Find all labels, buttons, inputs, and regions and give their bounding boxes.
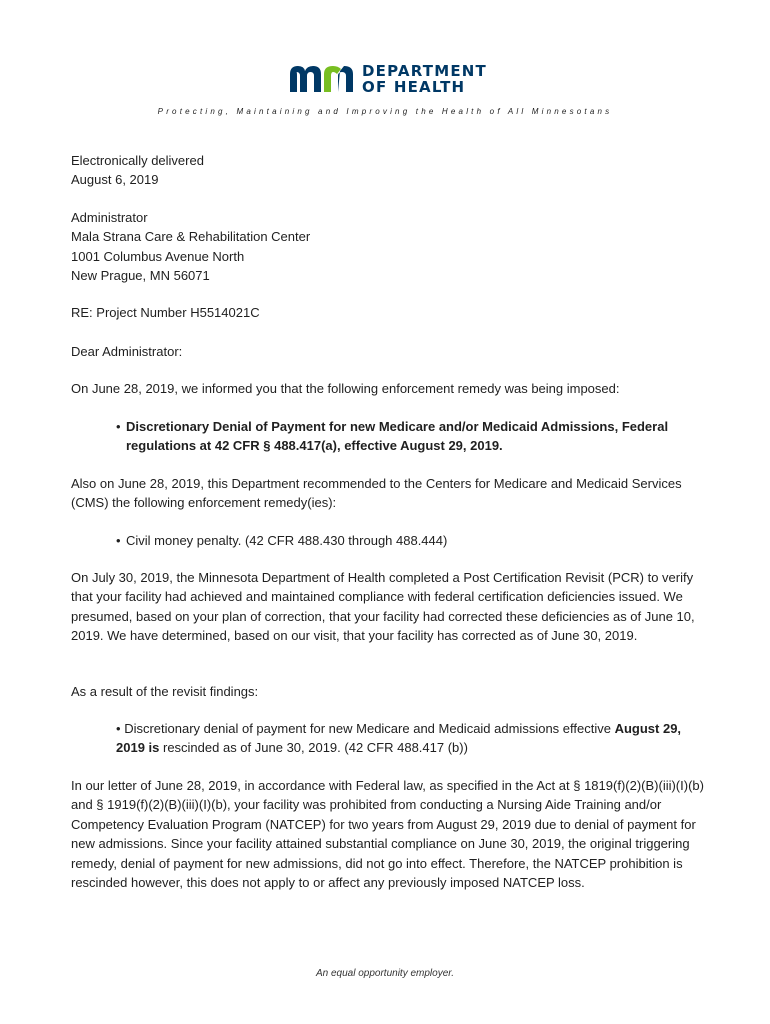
- bullet-item-1: [116, 417, 691, 456]
- bullet-1-text: Discretionary Denial of Payment for new Medicare and/or Medicaid Admissions, Federal regulations at 42 CFR § 488.417(a), effective August 29, 2019.: [126, 419, 669, 454]
- re-line: RE: Project Number H5514021C: [71, 305, 260, 320]
- paragraph-5: In our letter of June 28, 2019, in accordance with Federal law, as specified in the Act at § 1819(f)(2)(B)(iii)(I)(b) and § 1919(f)(2)(B)(iii)(I)(b), your facility was prohibited from conducting a Nursing Aide Training and/or Competency Evaluation Program (NATCEP) for two years from August 29, 2019 due to denial of payment for new admissions. Since your facility attained substantial compliance on June 30, 2019, the original triggering remedy, denial of payment for new admissions, did not go into effect. Therefore, the NATCEP prohibition is rescinded however, this does not apply to or affect any previously imposed NATCEP loss.: [71, 778, 704, 891]
- letter-date: August 6, 2019: [71, 172, 159, 188]
- bullet-3-bold: August 29, 2019 is: [116, 721, 682, 756]
- delivery-method: Electronically delivered: [71, 153, 204, 168]
- paragraph-4: As a result of the revisit findings:: [71, 684, 259, 699]
- bullet-3-tail: rescinded as of June 30, 2019. (42 CFR 488.417 (b)): [159, 740, 468, 756]
- bullet-item-2: [116, 531, 691, 550]
- tagline: Protecting, Maintaining and Improving the Health of All Minnesotans: [157, 107, 613, 116]
- delivery-block: [71, 151, 711, 190]
- recipient-city: New Prague, MN 56071: [71, 268, 210, 284]
- recipient-street: 1001 Columbus Avenue North: [71, 248, 245, 264]
- paragraph-2: Also on June 28, 2019, this Department recommended to the Centers for Medicare and Medicaid Services (CMS) the following enforcement remedy(ies):: [71, 476, 682, 511]
- bullet-3-text: [116, 719, 701, 758]
- department-title-line1: DEPARTMENT: [362, 62, 487, 80]
- recipient-title: Administrator: [71, 210, 148, 225]
- bullet-item-3: [116, 719, 701, 758]
- salutation: Dear Administrator:: [71, 344, 183, 359]
- paragraph-1: On June 28, 2019, we informed you that the following enforcement remedy was being imposed:: [71, 381, 620, 396]
- recipient-facility: Mala Strana Care & Rehabilitation Center: [71, 229, 311, 245]
- letterhead: [0, 60, 770, 100]
- mn-logo-icon: [288, 62, 358, 94]
- bullet-glyph: •: [116, 721, 121, 736]
- bullet-glyph: •: [116, 533, 121, 548]
- paragraph-3: On July 30, 2019, the Minnesota Department of Health completed a Post Certification Revisit (PCR) to verify that your facility had achieved and maintained compliance with federal certification deficiencies issued. We presumed, based on your plan of correction, that your facility had corrected these deficiencies as of June 10, 2019. We have determined, based on our visit, that your facility has corrected as of June 30, 2019.: [71, 570, 695, 644]
- bullet-glyph: •: [116, 419, 121, 434]
- department-title-line2: OF HEALTH: [362, 78, 466, 96]
- recipient-address: [71, 208, 711, 286]
- footer-note: An equal opportunity employer.: [315, 968, 455, 979]
- bullet-2-text: Civil money penalty. (42 CFR 488.430 through 488.444): [126, 533, 448, 548]
- bullet-3-lead: Discretionary denial of payment for new Medicare and Medicaid admissions effective: [124, 721, 615, 736]
